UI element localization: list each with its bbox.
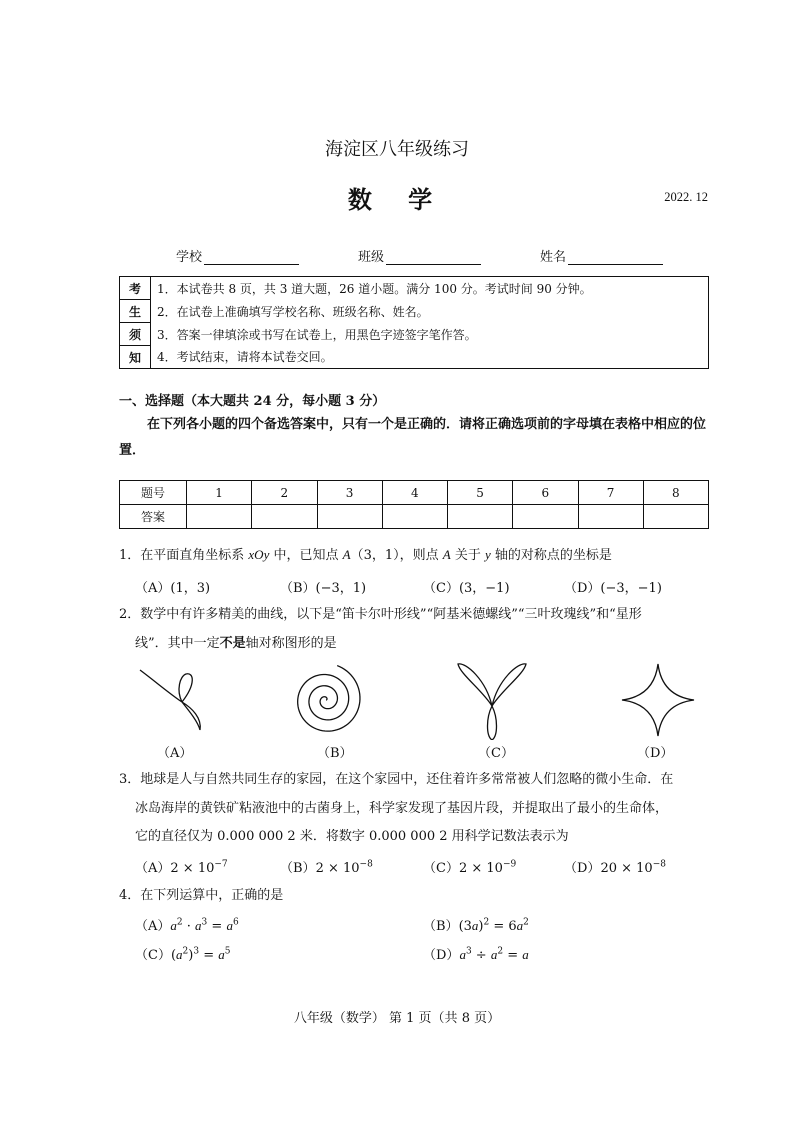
q1-option-d: （D）(−3，−1) [564,581,662,596]
note-item: 4．考试结束，请将本试卷交回。 [151,346,709,369]
class-field[interactable]: 班级 [358,246,481,265]
note-item: 2．在试卷上准确填写学校名称、班级名称、姓名。 [151,300,709,323]
note-item: 1．本试卷共 8 页，共 3 道大题，26 道小题。满分 100 分。考试时间 90 分钟。 [151,277,709,300]
q1-option-b: （B）(−3，1) [280,581,367,596]
subject-title: 数 学 [347,185,447,214]
exam-date: 2022. 12 [664,190,708,204]
q4-option-d: $(D)a^3 \div a^2 = a$ [423,946,529,963]
answer-cell[interactable] [187,505,252,529]
note-item: 3．答案一律填涂或书写在试卷上，用黑色字迹签字笔作答。 [151,323,709,346]
section-instruction: 在下列各小题的四个备选答案中，只有一个是正确的．请将正确选项前的字母填在表格中相应的位置． [119,417,707,458]
section-heading: 一、选择题（本大题共 24 分，每小题 3 分） [119,394,386,409]
question-3-line2: 冰岛海岸的黄铁矿粘液池中的古菌身上，科学家发现了基因片段，并提取出了最小的生命体， [135,801,669,816]
q1-option-c: （C）(3，−1) [423,581,510,596]
folium-curve-figure [136,660,216,740]
question-1-stem: 1．在平面直角坐标系 xOy 中，已知点 A（3，1），则点 A 关于 y 轴的对称点的坐标是 [119,547,612,563]
spiral-curve-figure [286,660,366,740]
q4-option-b: $(B)(3a)^2 = 6a^2$ [423,917,529,934]
answer-cell[interactable] [643,505,708,529]
figure-label-c: （C） [478,746,514,761]
school-field[interactable]: 学校 [176,246,299,265]
figure-label-b: （B） [317,746,353,761]
q4-option-c: $(C)(a^2)^3 = a^5$ [135,946,231,963]
question-3-line3: 它的直径仅为 0.000 000 2 米．将数字 0.000 000 2 用科学记数法表示为 [135,829,569,844]
q3-option-c: $(C)2 \times 10^{-9}$ [423,859,517,876]
name-field[interactable]: 姓名 [540,246,663,265]
answer-cell[interactable] [317,505,382,529]
q4-option-a: $(A)a^2 \cdot a^3 = a^6$ [135,917,239,934]
q1-option-a: （A）(1，3) [135,581,211,596]
question-4-stem: 4．在下列运算中，正确的是 [119,888,284,903]
answer-cell[interactable] [513,505,578,529]
q3-option-a: $(A)2 \times 10^{-7}$ [135,859,228,876]
question-2-line1: 2．数学中有许多精美的曲线，以下是“笛卡尔叶形线”“阿基米德螺线”“三叶玫瑰线”和“星形 [119,607,642,622]
rose-curve-figure [452,660,532,740]
page-title: 海淀区八年级练习 [325,139,469,160]
answer-cell[interactable] [252,505,317,529]
exam-notes: 考 1．本试卷共 8 页，共 3 道大题，26 道小题。满分 100 分。考试时间 90 分钟。 生 2．在试卷上准确填写学校名称、班级名称、姓名。 须 3．答案一律填涂或书写在试卷上，用黑色字迹签字笔作答。 知 4．考试结束，请将本试卷交回。 [119,276,709,369]
q3-option-b: $(B)2 \times 10^{-8}$ [280,859,373,876]
answer-cell[interactable] [578,505,643,529]
question-3-line1: 3．地球是人与自然共同生存的家园，在这个家园中，还住着许多常常被人们忽略的微小生命．在 [119,772,674,787]
q3-option-d: $(D)20 \times 10^{-8}$ [564,859,666,876]
figure-label-a: （A） [157,746,193,761]
page-footer: 八年级（数学） 第 1 页（共 8 页） [293,1011,501,1026]
answer-table: 题号 1 2 3 4 5 6 7 8 答案 [119,480,709,529]
answer-cell[interactable] [382,505,447,529]
answer-cell[interactable] [448,505,513,529]
figure-label-d: （D） [637,746,674,761]
astroid-curve-figure [618,660,698,740]
question-2-line2: 线”．其中一定不是轴对称图形的是 [135,636,337,651]
